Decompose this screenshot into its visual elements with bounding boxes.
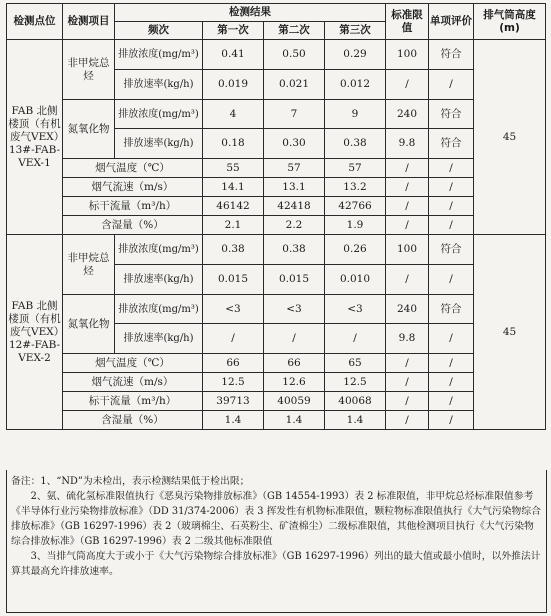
result-value: 0.021 bbox=[264, 70, 325, 100]
note-2: 2、氨、硫化氢标准限值执行《恶臭污染物排放标准》（GB 14554-1993）表 2 标准限值，非甲烷总烃标准限值参考《半导体行业污染物排放标准》（DD 31/374-2006）表 3 挥发性有机物标准限值，颗粒物标准限值执行《大气污染物综合排放标准》（GB 16297-1996）表 2（玻璃棉尘、石英粉尘、矿渣棉尘）二级标准限值，其他检测项目执行《大气污染物综合排放标准》（GB 16297-1996）表 2 二级其他标准限值 bbox=[11, 491, 541, 547]
result-value: 12.5 bbox=[203, 373, 264, 392]
header-results: 检测结果 bbox=[115, 4, 386, 22]
result-value: 12.5 bbox=[325, 373, 386, 392]
result-value: 13.2 bbox=[325, 178, 386, 197]
limit-value: / bbox=[386, 392, 429, 411]
evaluation-value: / bbox=[429, 216, 474, 235]
result-value: 2.1 bbox=[203, 216, 264, 235]
limit-value: 9.8 bbox=[386, 324, 429, 354]
result-value: 42766 bbox=[325, 197, 386, 216]
result-value: 0.015 bbox=[264, 265, 325, 295]
result-value: 0.26 bbox=[325, 235, 386, 265]
evaluation-value: / bbox=[429, 265, 474, 295]
result-value: 57 bbox=[264, 159, 325, 178]
evaluation-value: / bbox=[429, 70, 474, 100]
result-value: 55 bbox=[203, 159, 264, 178]
flue-parameter-label: 烟气流速（m/s） bbox=[63, 178, 203, 197]
table-row bbox=[7, 40, 546, 70]
evaluation-value: 符合 bbox=[429, 235, 474, 265]
limit-value: / bbox=[386, 159, 429, 178]
table-row bbox=[7, 100, 546, 129]
result-value: 40068 bbox=[325, 392, 386, 411]
result-value: 0.41 bbox=[203, 40, 264, 70]
result-value: <3 bbox=[264, 295, 325, 324]
limit-value: / bbox=[386, 197, 429, 216]
limit-value: / bbox=[386, 265, 429, 295]
evaluation-value: / bbox=[429, 373, 474, 392]
result-value: 46142 bbox=[203, 197, 264, 216]
header-location: 检测点位 bbox=[7, 4, 63, 40]
result-value: 0.015 bbox=[203, 265, 264, 295]
result-value: 4 bbox=[203, 100, 264, 129]
flue-parameter-label: 标干流量（m³/h） bbox=[63, 197, 203, 216]
note-3: 3、当排气筒高度大于或小于《大气污染物综合排放标准》（GB 16297-1996）列出的最大值或最小值时，以外推法计算其最高允许排放速率。 bbox=[11, 551, 541, 577]
result-value: 1.4 bbox=[325, 411, 386, 430]
result-value: / bbox=[203, 324, 264, 354]
header-limit: 标准限值 bbox=[386, 4, 429, 40]
item-nmhc: 非甲烷总烃 bbox=[63, 40, 115, 100]
parameter-label: 排放浓度(mg/m³) bbox=[115, 100, 203, 129]
limit-value: / bbox=[386, 216, 429, 235]
table-row bbox=[7, 392, 546, 411]
result-value: 7 bbox=[264, 100, 325, 129]
result-value: 66 bbox=[264, 354, 325, 373]
result-value: 39713 bbox=[203, 392, 264, 411]
evaluation-value: 符合 bbox=[429, 40, 474, 70]
result-value: 66 bbox=[203, 354, 264, 373]
item-nox: 氮氧化物 bbox=[63, 295, 115, 354]
flue-parameter-label: 烟气温度（℃） bbox=[63, 159, 203, 178]
table-row bbox=[7, 197, 546, 216]
sampling-location: FAB 北侧楼顶（有机废气VEX）13#-FAB-VEX-1 bbox=[7, 40, 63, 235]
table-row bbox=[7, 373, 546, 392]
evaluation-value: 符合 bbox=[429, 129, 474, 159]
limit-value: / bbox=[386, 178, 429, 197]
result-value: 13.1 bbox=[264, 178, 325, 197]
result-value: 40059 bbox=[264, 392, 325, 411]
result-value: 0.38 bbox=[325, 129, 386, 159]
limit-value: / bbox=[386, 373, 429, 392]
flue-parameter-label: 含湿量（%） bbox=[63, 216, 203, 235]
parameter-label: 排放浓度(mg/m³) bbox=[115, 40, 203, 70]
flue-parameter-label: 烟气温度（℃） bbox=[63, 354, 203, 373]
limit-value: 9.8 bbox=[386, 129, 429, 159]
header-third: 第三次 bbox=[325, 22, 386, 40]
flue-parameter-label: 标干流量（m³/h） bbox=[63, 392, 203, 411]
header-second: 第二次 bbox=[264, 22, 325, 40]
result-value: 0.38 bbox=[264, 235, 325, 265]
evaluation-value: / bbox=[429, 178, 474, 197]
limit-value: / bbox=[386, 354, 429, 373]
item-nmhc: 非甲烷总烃 bbox=[63, 235, 115, 295]
header-first: 第一次 bbox=[203, 22, 264, 40]
result-value: <3 bbox=[325, 295, 386, 324]
evaluation-value: / bbox=[429, 392, 474, 411]
result-value: 0.019 bbox=[203, 70, 264, 100]
result-value: 12.6 bbox=[264, 373, 325, 392]
result-value: 0.29 bbox=[325, 40, 386, 70]
result-value: 42418 bbox=[264, 197, 325, 216]
parameter-label: 排放速率(kg/h) bbox=[115, 129, 203, 159]
stack-height-value: 45 bbox=[474, 235, 546, 430]
result-value: / bbox=[264, 324, 325, 354]
result-value: 0.010 bbox=[325, 265, 386, 295]
table-row bbox=[7, 411, 546, 430]
header-stack-height: 排气筒高度(m) bbox=[474, 4, 546, 40]
limit-value: 240 bbox=[386, 100, 429, 129]
table-row bbox=[7, 216, 546, 235]
table-row bbox=[7, 235, 546, 265]
evaluation-value: / bbox=[429, 354, 474, 373]
result-value: 57 bbox=[325, 159, 386, 178]
result-value: 9 bbox=[325, 100, 386, 129]
evaluation-value: / bbox=[429, 324, 474, 354]
result-value: 0.50 bbox=[264, 40, 325, 70]
limit-value: / bbox=[386, 411, 429, 430]
result-value: 0.012 bbox=[325, 70, 386, 100]
limit-value: 100 bbox=[386, 235, 429, 265]
parameter-label: 排放浓度(mg/m³) bbox=[115, 295, 203, 324]
evaluation-value: / bbox=[429, 411, 474, 430]
result-value: 2.2 bbox=[264, 216, 325, 235]
parameter-label: 排放浓度(mg/m³) bbox=[115, 235, 203, 265]
result-value: 0.38 bbox=[203, 235, 264, 265]
parameter-label: 排放速率(kg/h) bbox=[115, 265, 203, 295]
header-frequency: 频次 bbox=[115, 22, 203, 40]
parameter-label: 排放速率(kg/h) bbox=[115, 324, 203, 354]
header-evaluation: 单项评价 bbox=[429, 4, 474, 40]
result-value: 1.4 bbox=[264, 411, 325, 430]
result-value: <3 bbox=[203, 295, 264, 324]
sampling-location: FAB 北侧楼顶（有机废气VEX）12#-FAB-VEX-2 bbox=[7, 235, 63, 430]
notes-section bbox=[6, 470, 547, 613]
header-item: 检测项目 bbox=[63, 4, 115, 40]
table-row bbox=[7, 295, 546, 324]
item-nox: 氮氧化物 bbox=[63, 100, 115, 159]
result-value: 65 bbox=[325, 354, 386, 373]
result-value: 0.18 bbox=[203, 129, 264, 159]
result-value: 0.30 bbox=[264, 129, 325, 159]
flue-parameter-label: 烟气流速（m/s） bbox=[63, 373, 203, 392]
note-1: 备注：1、“ND”为未检出，表示检测结果低于检出限； bbox=[11, 476, 250, 487]
result-value: / bbox=[325, 324, 386, 354]
result-value: 14.1 bbox=[203, 178, 264, 197]
limit-value: 100 bbox=[386, 40, 429, 70]
evaluation-value: / bbox=[429, 159, 474, 178]
emission-results-table bbox=[6, 3, 546, 430]
stack-height-value: 45 bbox=[474, 40, 546, 235]
parameter-label: 排放速率(kg/h) bbox=[115, 70, 203, 100]
table-row bbox=[7, 178, 546, 197]
limit-value: / bbox=[386, 70, 429, 100]
evaluation-value: 符合 bbox=[429, 100, 474, 129]
limit-value: 240 bbox=[386, 295, 429, 324]
table-row bbox=[7, 159, 546, 178]
result-value: 1.4 bbox=[203, 411, 264, 430]
result-value: 1.9 bbox=[325, 216, 386, 235]
flue-parameter-label: 含湿量（%） bbox=[63, 411, 203, 430]
evaluation-value: / bbox=[429, 197, 474, 216]
table-row bbox=[7, 354, 546, 373]
evaluation-value: 符合 bbox=[429, 295, 474, 324]
